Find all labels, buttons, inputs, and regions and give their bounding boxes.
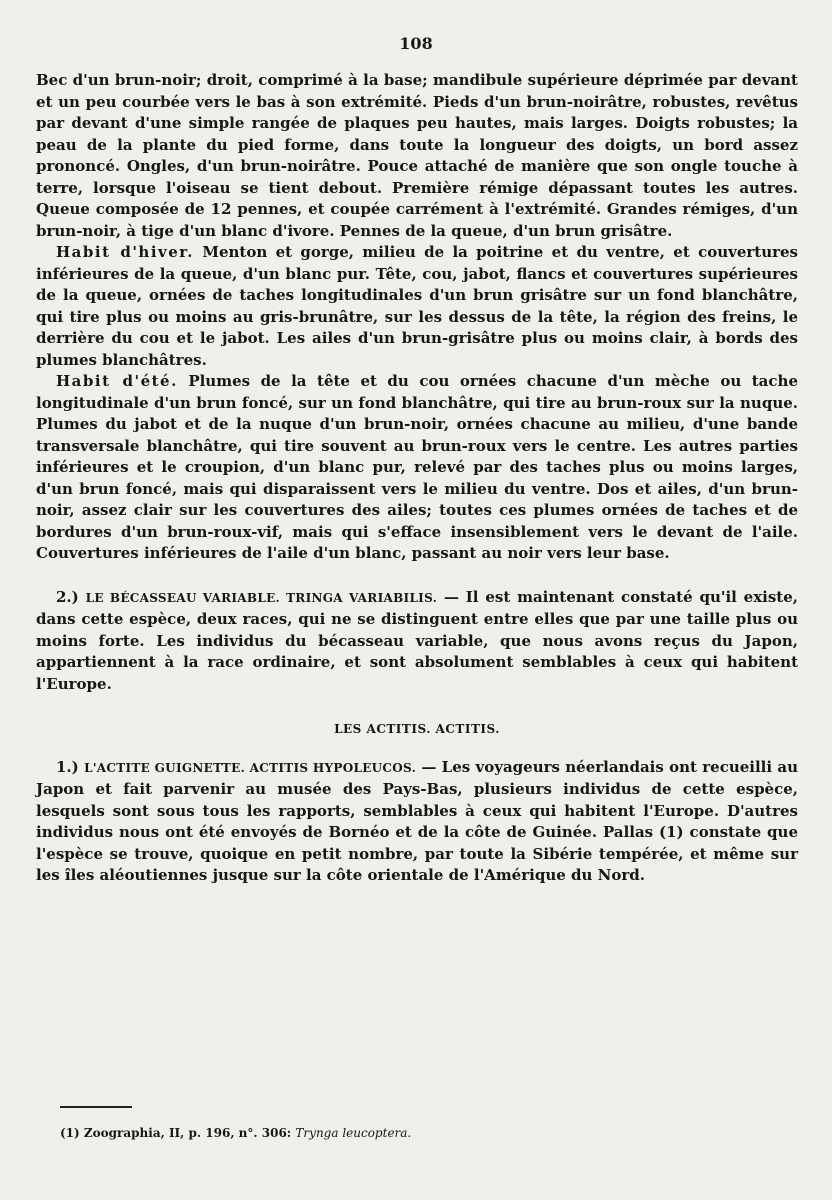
species-number: 1.) (56, 757, 79, 776)
summer-plumage-label: Habit d'été. (56, 372, 178, 390)
tringa-variabilis-paragraph (36, 587, 798, 696)
summer-plumage-text: Plumes de la tête et du cou ornées chacune d'un mèche ou tache longitudinale d'un brun foncé, sur un fond blanchâtre, qui tire au brun-roux sur la nuque. Plumes du jabot et de la nuque d'un brun-noir, ornées chacune au milieu, d'une bande transversale blanchâtre, qui tire souvent au brun-roux vers le centre. Les autres parties inférieures et le croupion, d'un blanc pur, relevé par des taches plus ou moins larges, d'un brun foncé, mais qui disparaissent vers le milieu du ventre. Dos et ailes, d'un brun-noir, assez clair sur les couvertures des ailes; toutes ces plumes ornées de taches et de bordures d'un brun-roux-vif, mais qui s'efface insensiblement vers le devant de l'aile. Couvertures inférieures de l'aile d'un blanc, passant au noir vers leur base. (36, 372, 798, 562)
page-number: 108 (399, 34, 433, 53)
species-number: 2.) (56, 587, 79, 606)
footnote (60, 1126, 411, 1140)
section-heading: LES ACTITIS. ACTITIS. (334, 722, 500, 736)
species-text: — Il est maintenant constaté qu'il existe, dans cette espèce, deux races, qui ne se distinguent entre elles que par une taille plus ou moins forte. Les individus du bécasseau variable, que nous avons reçus du Japon, appartiennent à la race ordinaire, et sont absolument semblables à ceux qui habitent l'Europe. (36, 587, 799, 693)
species-name: L'ACTITE GUIGNETTE. ACTITIS HYPOLEUCOS. (84, 760, 417, 775)
winter-plumage-text: Menton et gorge, milieu de la poitrine et du ventre, et couvertures inférieures de la queue, d'un blanc pur. Tête, cou, jabot, flancs et couvertures supérieures de la queue, ornées de taches longitudinales d'un brun grisâtre sur un fond blanchâtre, qui tire plus ou moins au gris-brunâtre, sur les dessus de la tête, la région des freins, le derrière du cou et le jabot. Les ailes d'un brun-grisâtre plus ou moins clair, à bords des plumes blanchâtres. (36, 243, 799, 369)
species-name: LE BÉCASSEAU VARIABLE. TRINGA VARIABILIS. (85, 590, 438, 605)
winter-plumage-label: Habit d'hiver. (56, 243, 195, 261)
bill-feet-paragraph: Bec d'un brun-noir; droit, comprimé à la base; mandibule supérieure déprimée par devant et un peu courbée vers le bas à son extrémité. Pieds d'un brun-noirâtre, robustes, revêtus par devant d'une simple rangée de plaques peu hautes, mais larges. Doigts robustes; la peau de la plante du pied forme, dans toute la longueur des doigts, un bord assez prononcé. Ongles, d'un brun-noirâtre. Pouce attaché de manière que son ongle touche à terre, lorsque l'oiseau se tient debout. Première rémige dépassant toutes les autres. Queue composée de 12 pennes, et coupée carrément à l'extrémité. Grandes rémiges, d'un brun-noir, à tige d'un blanc d'ivore. Pennes de la queue, d'un brun grisâtre. (36, 71, 798, 240)
actitis-hypoleucos-paragraph (36, 757, 798, 887)
footnote-italic: Trynga leucoptera. (295, 1126, 412, 1140)
footnote-text: (1) Zoographia, II, p. 196, n°. 306: (60, 1126, 296, 1140)
summer-plumage-paragraph (36, 371, 798, 565)
winter-plumage-paragraph (36, 242, 798, 371)
species-text: — Les voyageurs néerlandais ont recueilli au Japon et fait parvenir au musée des Pays-Bas, plusieurs individus de cette espèce, lesquels sont sous tous les rapports, semblables à ceux qui habitent l'Europe. D'autres individus nous ont été envoyés de Bornéo et de la côte de Guinée. Pallas (1) constate que l'espèce se trouve, quoique en petit nombre, par toute la Sibérie tempérée, et même sur les îles aléoutiennes jusque sur la côte orientale de l'Amérique du Nord. (36, 757, 799, 884)
footnote-rule (60, 1106, 132, 1108)
body-text (36, 70, 798, 887)
